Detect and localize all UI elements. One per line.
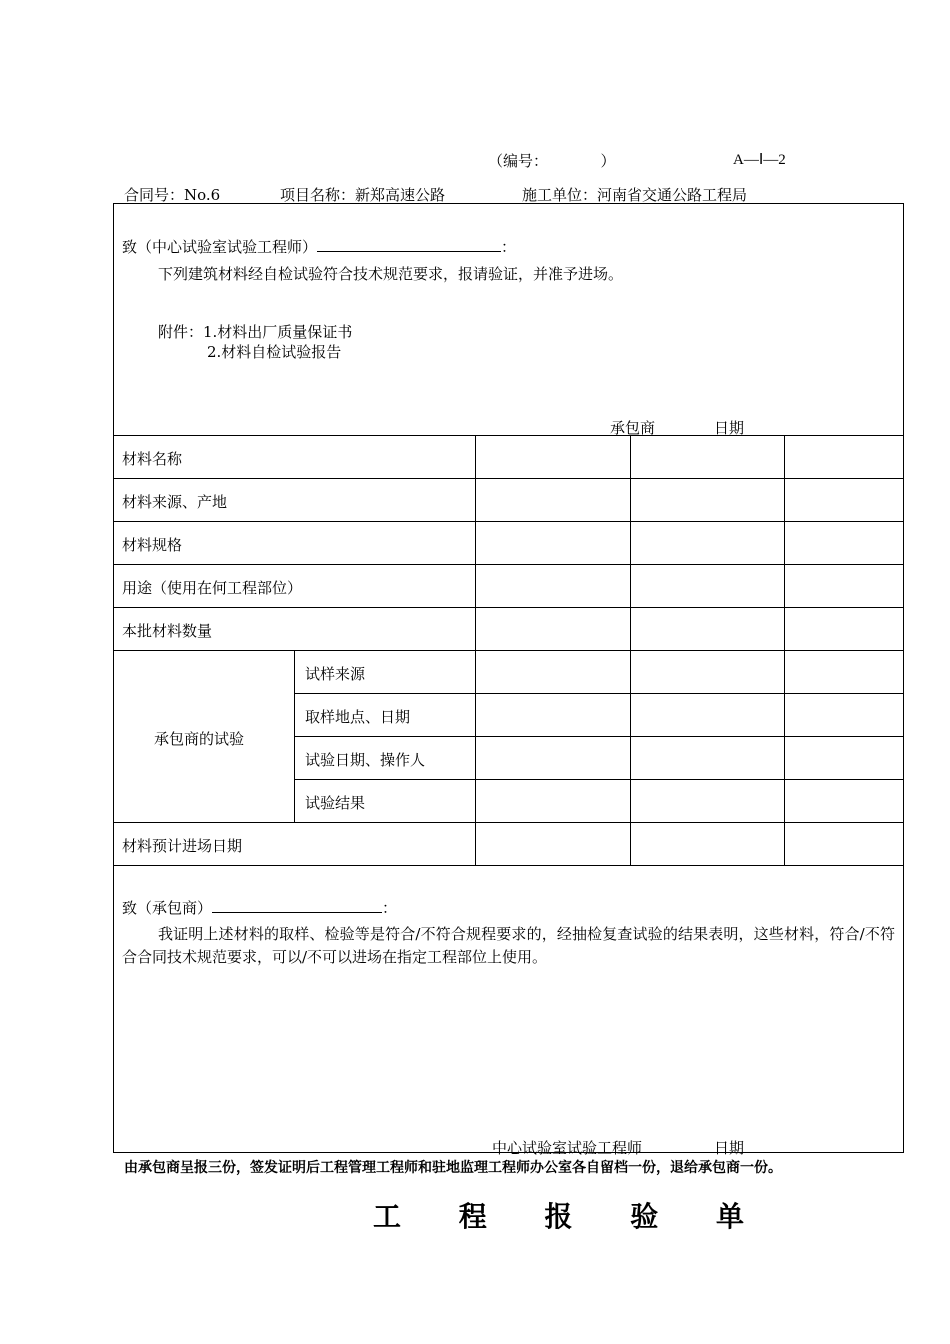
contractor-unit: 施工单位：河南省交通公路工程局 <box>522 186 748 204</box>
row-sample-location-date: 取样地点、日期 <box>305 708 411 726</box>
certificate-sign-party: 中心试验室试验工程师 <box>492 1139 643 1157</box>
footer-note: 由承包商呈报三份，签发证明后工程管理工程师和驻地监理工程师办公室各自留档一份，退给承包商一份。 <box>124 1160 782 1176</box>
row-contractor-test: 承包商的试验 <box>154 730 245 748</box>
row-sample-source: 试样来源 <box>305 665 366 683</box>
row-quantity: 本批材料数量 <box>122 622 213 640</box>
inspection-form-table <box>113 203 904 1157</box>
attachment-2: 2.材料自检试验报告 <box>207 343 342 361</box>
request-sign-party: 承包商 <box>610 419 656 437</box>
serial-number-label: （编号： ） <box>488 152 616 170</box>
recipient-signature-line[interactable] <box>317 237 501 252</box>
request-sign-date: 日期 <box>714 419 745 437</box>
project-name: 项目名称：新郑高速公路 <box>280 186 446 204</box>
row-spec: 材料规格 <box>122 536 183 554</box>
row-source-origin: 材料来源、产地 <box>122 493 228 511</box>
certificate-to-label: 致（承包商） <box>122 899 213 917</box>
attachment-1: 附件：1.材料出厂质量保证书 <box>158 323 353 341</box>
certificate-sign-date: 日期 <box>714 1139 745 1157</box>
contractor-signature-line[interactable] <box>212 898 382 913</box>
form-code: A—Ⅰ—2 <box>733 152 786 168</box>
row-expected-entry-date: 材料预计进场日期 <box>122 837 243 855</box>
request-recipient: 致（中心试验室试验工程师） ： <box>122 238 517 256</box>
request-to-label: 致（中心试验室试验工程师） <box>122 238 318 256</box>
request-body: 下列建筑材料经自检试验符合技术规范要求，报请验证，并准予进场。 <box>158 265 624 283</box>
row-material-name: 材料名称 <box>122 450 183 468</box>
certificate-body: 我证明上述材料的取样、检验等是符合/不符合规程要求的，经抽检复查试验的结果表明，这些材料，符合/不符合合同技术规范要求，可以/不可以进场在指定工程部位上使用。 <box>122 925 895 966</box>
row-test-result: 试验结果 <box>305 794 366 812</box>
row-usage: 用途（使用在何工程部位） <box>122 579 303 597</box>
certificate-recipient: 致（承包商） ： <box>122 899 398 917</box>
form-title: 工 程 报 验 单 <box>373 1200 768 1233</box>
contract-number: 合同号：No.6 <box>124 186 221 204</box>
row-test-date-operator: 试验日期、操作人 <box>305 751 426 769</box>
